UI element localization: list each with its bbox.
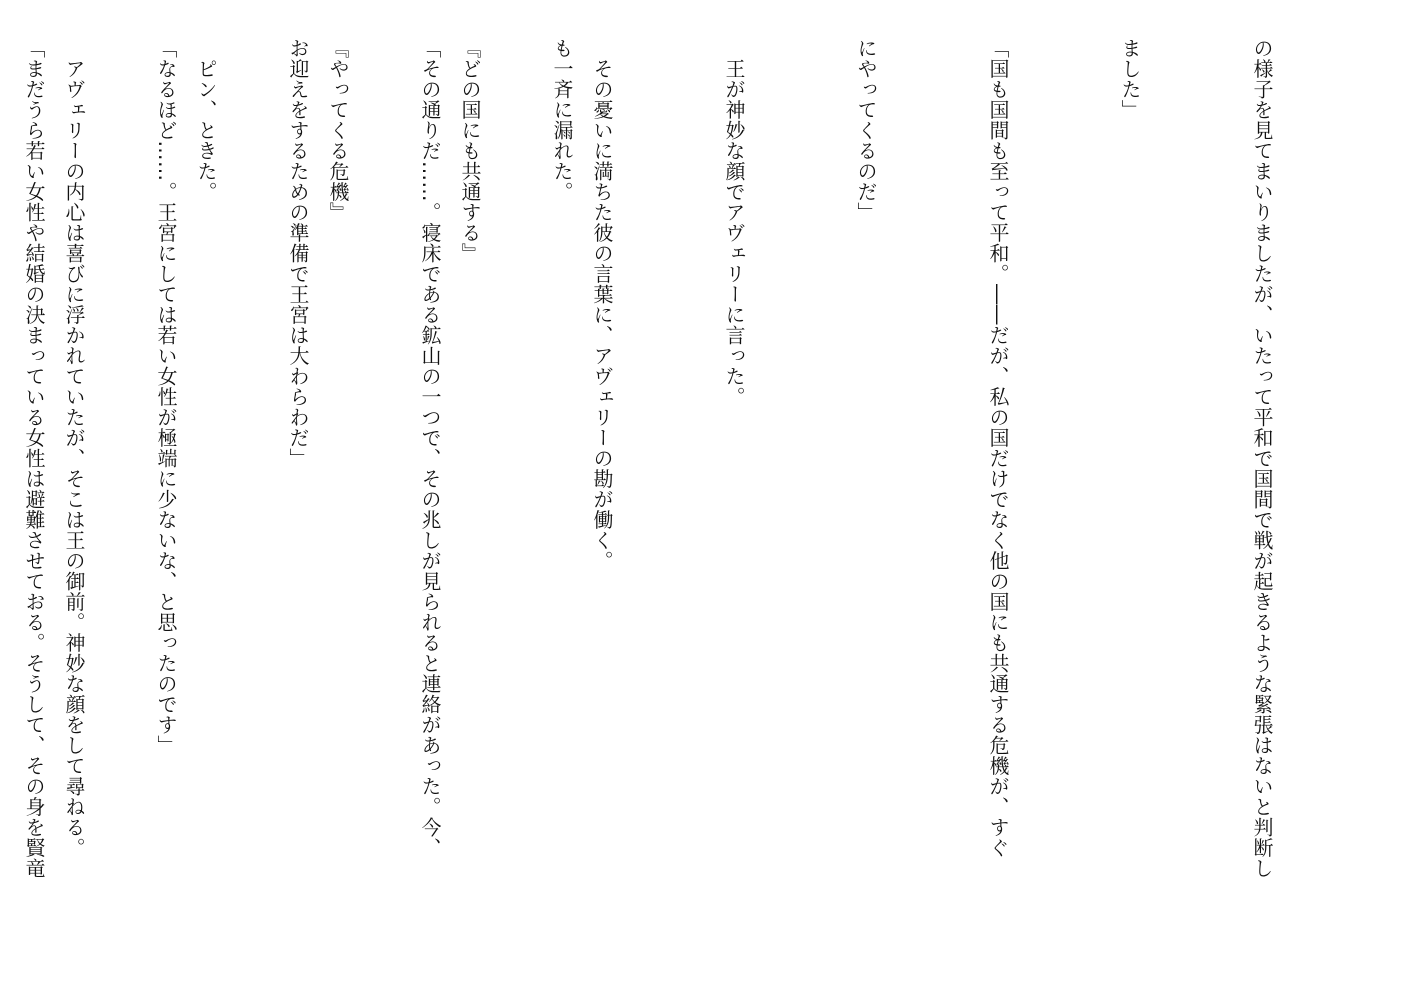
text-line: アヴェリーの内心は喜びに浮かれていたが、そこは王の御前。神妙な顔をして尋ねる。	[62, 38, 86, 858]
text-line: 「国も国間も至って平和。――だが、私の国だけでなく他の国にも共通する危機が、すぐ	[986, 38, 1010, 858]
text-line: 『どの国にも共通する』	[458, 38, 482, 264]
text-line: ました」	[1118, 38, 1142, 120]
left-page-text	[0, 38, 672, 968]
text-line: 『やってくる危機』	[326, 38, 350, 223]
text-line: 「まだうら若い女性や結婚の決まっている女性は避難させておる。そうして、その身を賢竜	[22, 38, 46, 879]
text-line: にやってくるのだ」	[854, 38, 878, 223]
text-line: 「なるほど……。王宮にしては若い女性が極端に少ないな、と思ったのです」	[154, 38, 178, 756]
text-line: 「その通りだ……。寝床である鉱山の一つで、その兆しが見られると連絡があった。今、	[418, 38, 442, 858]
text-line: 王が神妙な顔でアヴェリーに言った。	[722, 38, 746, 407]
text-line: も一斉に漏れた。	[550, 38, 574, 202]
text-line: の様子を見てまいりましたが、いたって平和で国間で戦が起きるような緊張はないと判断し	[1250, 38, 1274, 879]
text-line: その憂いに満ちた彼の言葉に、アヴェリーの勘が働く。	[590, 38, 614, 571]
text-line: お迎えをするための準備で王宮は大わらわだ」	[286, 38, 310, 469]
text-line: ピン、ときた。	[194, 38, 218, 202]
